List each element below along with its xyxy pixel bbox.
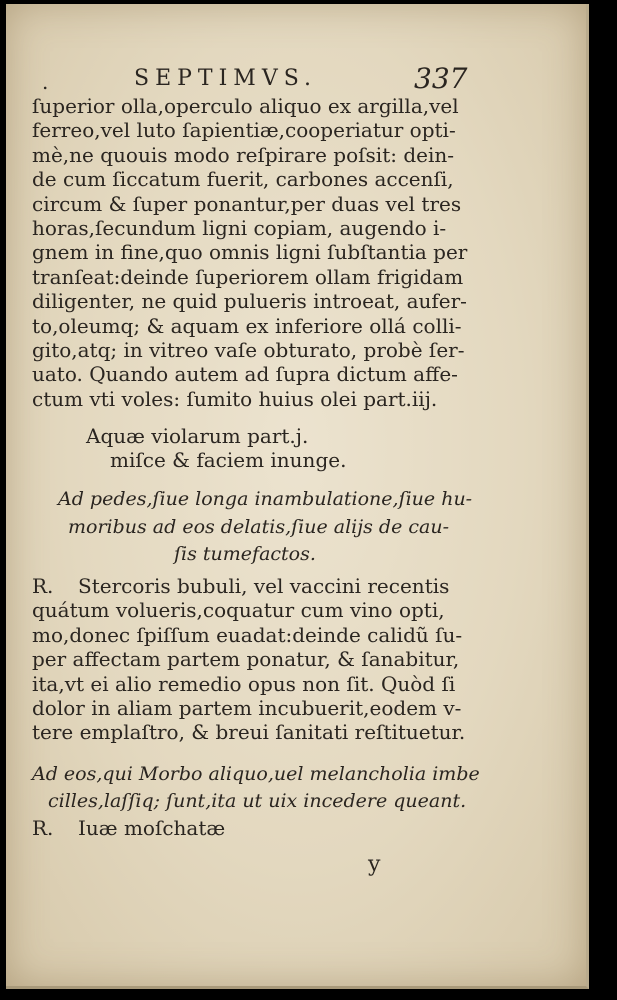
text-line: tere emplaſtro, & breui ſanitati reſtituetur. — [32, 720, 466, 745]
heading-line: cilles,laſſiq; ſunt,ita ut uix incedere queant. — [48, 790, 467, 812]
body-paragraph-3 — [32, 816, 462, 840]
heading-line: ſis tumefactos. — [174, 543, 316, 565]
body-paragraph-2 — [32, 574, 466, 745]
text-line: to,oleumq; & aquam ex inferiore ollá colli- — [32, 313, 462, 338]
text-line: ferreo,vel luto ſapientiæ,cooperiatur opti- — [32, 118, 456, 143]
recipe-symbol: R. — [32, 574, 54, 598]
page-number: 337 — [414, 62, 468, 95]
running-head: SEPTIMVS. — [134, 66, 317, 91]
text-line: tranſeat:deinde ſuperiorem ollam frigidam — [32, 264, 464, 289]
text-line — [32, 816, 462, 840]
recipe-symbol: R. — [32, 816, 54, 840]
heading-line: Ad pedes,ſiue longa inambulatione,ſiue hu- — [58, 488, 473, 510]
heading-line: moribus ad eos delatis,ſiue alijs de cau- — [68, 515, 449, 538]
text-line: ſuperior olla,operculo aliquo ex argilla,vel — [32, 94, 459, 118]
text-line: gnem in fine,quo omnis ligni ſubſtantia per — [32, 240, 468, 265]
page-header — [42, 62, 468, 95]
text-line: per affectam partem ponatur, & ſanabitur, — [32, 647, 460, 672]
text-line: uato. Quando autem ad ſupra dictum affe- — [32, 362, 458, 387]
body-paragraph-1 — [32, 94, 468, 411]
header-dot: . — [42, 70, 49, 94]
text-line-content: Iuæ moſchatæ — [78, 816, 226, 840]
book-page — [6, 4, 589, 989]
text-line: horas,ſecundum ligni copiam, augendo i- — [32, 216, 447, 241]
recipe-line: miſce & faciem inunge. — [110, 448, 347, 473]
text-line-content: Stercoris bubuli, vel vaccini recentis — [78, 574, 450, 598]
section-heading-1 — [30, 486, 473, 569]
heading-line: Ad eos,qui Morbo aliquo,uel melancholia imbe — [32, 763, 480, 785]
text-line: diligenter, ne quid pulueris introeat, aufer- — [32, 289, 467, 314]
text-line: ctum vti voles: ſumito huius olei part.iij. — [32, 386, 438, 411]
text-line: mè,ne quouis modo reſpirare poſsit: dein- — [32, 142, 455, 167]
section-heading-2 — [32, 761, 480, 815]
text-line: circum & ſuper ponantur,per duas vel tres — [32, 191, 462, 216]
text-line — [32, 574, 462, 598]
text-line: dolor in aliam partem incubuerit,eodem v- — [32, 696, 462, 721]
text-line: quátum volueris,coquatur cum vino opti, — [32, 598, 445, 623]
text-line: ita,vt ei alio remedio opus non ſit. Quòd ſi — [32, 671, 456, 696]
recipe-line: Aquæ violarum part.j. — [86, 424, 309, 448]
recipe-lines — [86, 424, 516, 473]
text-line: mo,donec ſpiſſum euadat:deinde calidũ ſu- — [32, 622, 463, 647]
catchword: y — [368, 852, 381, 877]
text-line: de cum ſiccatum fuerit, carbones accenſi, — [32, 167, 454, 192]
text-line: gito,atq; in vitreo vaſe obturato, probè ſer- — [32, 338, 465, 363]
